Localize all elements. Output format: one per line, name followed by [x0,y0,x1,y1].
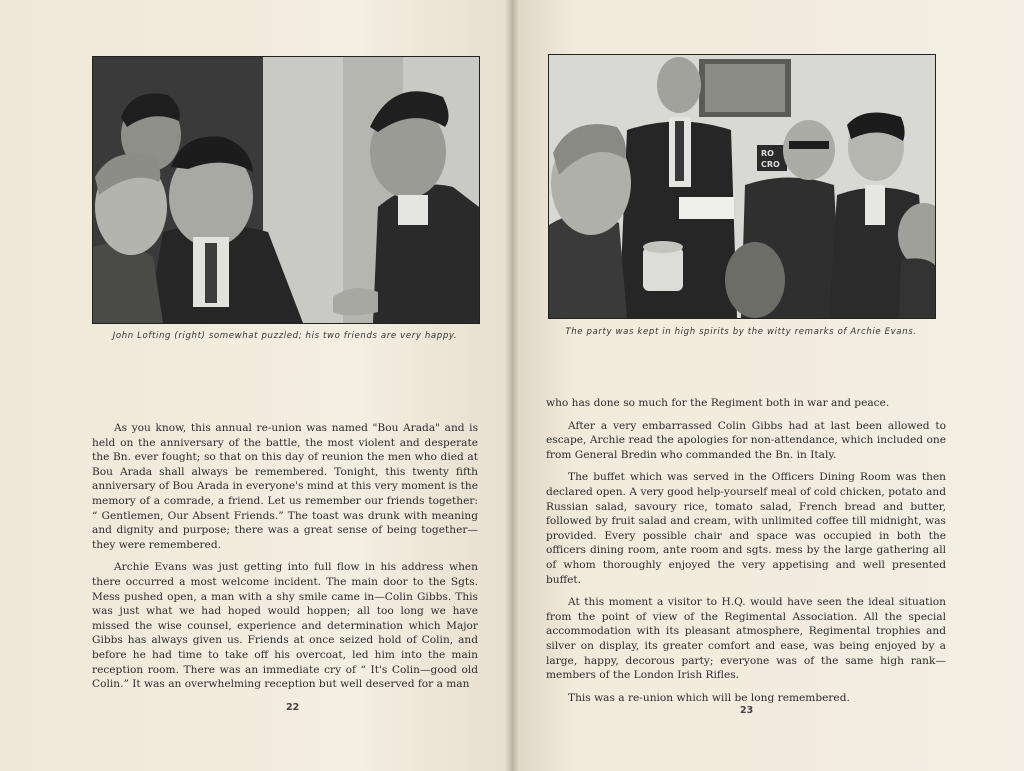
right-page-number: 23 [740,705,754,716]
right-paragraph-5: This was a re-union which will be long remembered. [568,691,850,704]
right-body-text [546,396,946,713]
right-paragraph-2: After a very embarrassed Colin Gibbs had at last been allowed to escape, Archie read the apologies for non-attendance, which included one from General Bredin who commanded the Bn. in Italy. [546,419,946,461]
left-photo [92,56,480,324]
right-page [512,0,1024,771]
right-paragraph-1: who has done so much for the Regiment both in war and peace. [546,397,890,409]
left-photo-image [93,57,479,323]
left-body-text [92,421,478,700]
book-gutter [505,0,519,771]
right-photo [548,54,936,319]
left-paragraph-2: Archie Evans was just getting into full flow in his address when there occurred a most welcome incident. The main door to the Sgts. Mess pushed open, a man with a shy smile came in—Colin Gibbs. This was just what we had hoped would hoppen; all too long we have missed the wise counsel, experience and determination which Major Gibbs has always given us. Friends at once seized hold of Colin, and before he had time to take off his overcoat, led him into the main reception room. There was an immediate cry of “ It's Colin—good old Colin.” It was an overwhelming reception but well deserved for a man [92,561,478,691]
left-photo-caption: John Lofting (right) somewhat puzzled; his two friends are very happy. [112,331,458,341]
right-photo-image [549,55,935,318]
sign-text-line2: CRO [761,160,780,169]
right-photo-caption: The party was kept in high spirits by the witty remarks of Archie Evans. [565,327,917,337]
sign-text-line1: RO [761,149,774,158]
right-paragraph-3: The buffet which was served in the Officers Dining Room was then declared open. A very good help-yourself meal of cold chicken, potato and Russian salad, savoury rice, tomato salad, French bread and butter, followed by fruit salad and cream, with unlimited coffee till midnight, was provided. Every possible chair and space was occupied in both the officers dining room, ante room and sgts. mess by the large gathering all of whom thoroughly enjoyed the very appetising and well presented buffet. [546,471,946,586]
right-paragraph-4: At this moment a visitor to H.Q. would have seen the ideal situation from the point of view of the Regimental Association. All the special accommodation with its pleasant atmosphere, Regimental trophies and silver on display, its greater comfort and ease, was being enjoyed by a large, happy, decorous party; everyone was of the same high rank—members of the London Irish Rifles. [546,596,946,682]
left-page-number: 22 [286,702,300,713]
left-paragraph-1: As you know, this annual re-union was named "Bou Arada" and is held on the anniversary of the battle, the most violent and desperate the Bn. ever fought; so that on this day of reunion the men who died at Bou Arada shall always be remembered. Tonight, this twenty fifth anniversary of Bou Arada in everyone's mind at this very moment is the memory of a comrade, a friend. Let us remember our friends together: “ Gentlemen, Our Absent Friends.” The toast was drunk with meaning and dignity and purpose; there was a great sense of being together—they were remembered. [92,422,478,551]
